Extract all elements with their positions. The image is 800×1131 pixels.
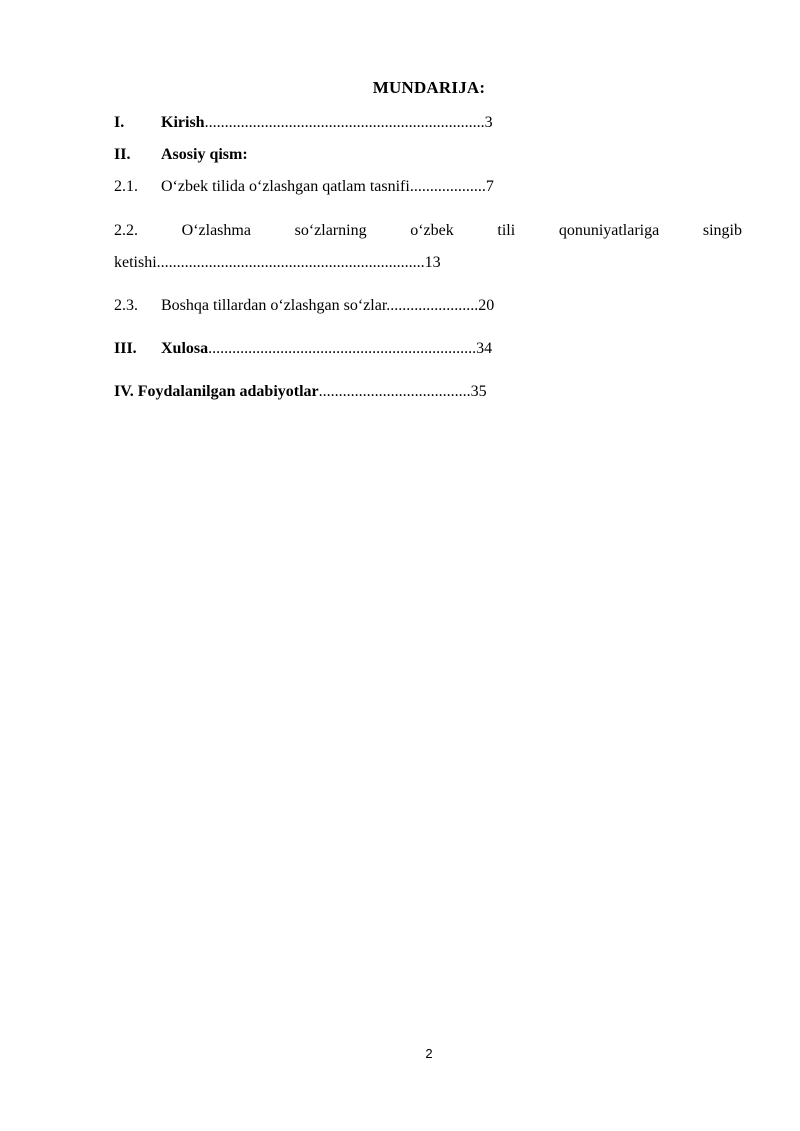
- toc-label: Boshqa tillardan o‘zlashgan so‘zlar: [161, 297, 387, 314]
- toc-entry-2-3[interactable]: [114, 296, 494, 316]
- toc-word: singib: [702, 222, 742, 239]
- toc-entry-asosiy-qism[interactable]: [114, 145, 248, 165]
- toc-entry-xulosa[interactable]: [114, 339, 492, 359]
- toc-justified-line: [114, 221, 742, 241]
- toc-page: 35: [470, 383, 487, 400]
- toc-dots: ...................................................................: [208, 340, 477, 357]
- toc-number: I.: [114, 114, 125, 131]
- toc-label: Kirish: [161, 114, 205, 131]
- toc-label: Asosiy qism:: [161, 146, 248, 163]
- toc-word: so‘zlarning: [294, 222, 367, 239]
- toc-page: 13: [424, 254, 441, 271]
- page-number: 2: [425, 1046, 433, 1061]
- toc-word: qonuniyatlariga: [558, 222, 660, 239]
- toc-number: III.: [114, 340, 137, 357]
- toc-label: O‘zbek tilida o‘zlashgan qatlam tasnifi: [161, 178, 410, 195]
- toc-page: 3: [484, 114, 493, 131]
- toc-dots: ...................: [409, 178, 486, 195]
- toc-continuation-line: [114, 253, 742, 273]
- toc-dots: ......................................: [318, 383, 471, 400]
- toc-number: 2.2.: [114, 222, 138, 239]
- toc-entry-2-2[interactable]: [114, 221, 742, 273]
- toc-dots: ...................................................................: [156, 254, 425, 271]
- toc-entry-adabiyotlar[interactable]: [114, 382, 487, 402]
- toc-word: o‘zbek: [410, 222, 454, 239]
- toc-label: IV. Foydalanilgan adabiyotlar: [114, 383, 319, 400]
- toc-dots: ......................................................................: [204, 114, 485, 131]
- toc-number: II.: [114, 146, 131, 163]
- toc-entry-2-1[interactable]: [114, 177, 494, 197]
- toc-number: 2.3.: [114, 297, 138, 314]
- toc-page: 20: [478, 297, 495, 314]
- toc-page: 34: [476, 340, 493, 357]
- toc-dots: .......................: [386, 297, 479, 314]
- toc-label: Xulosa: [161, 340, 209, 357]
- toc-label: ketishi: [114, 254, 157, 271]
- toc-number: 2.1.: [114, 178, 138, 195]
- toc-page: 7: [485, 178, 494, 195]
- toc-word: tili: [497, 222, 516, 239]
- page-title: MUNDARIJA:: [372, 78, 486, 97]
- toc-entry-kirish[interactable]: [114, 113, 493, 133]
- toc-word: O‘zlashma: [181, 222, 251, 239]
